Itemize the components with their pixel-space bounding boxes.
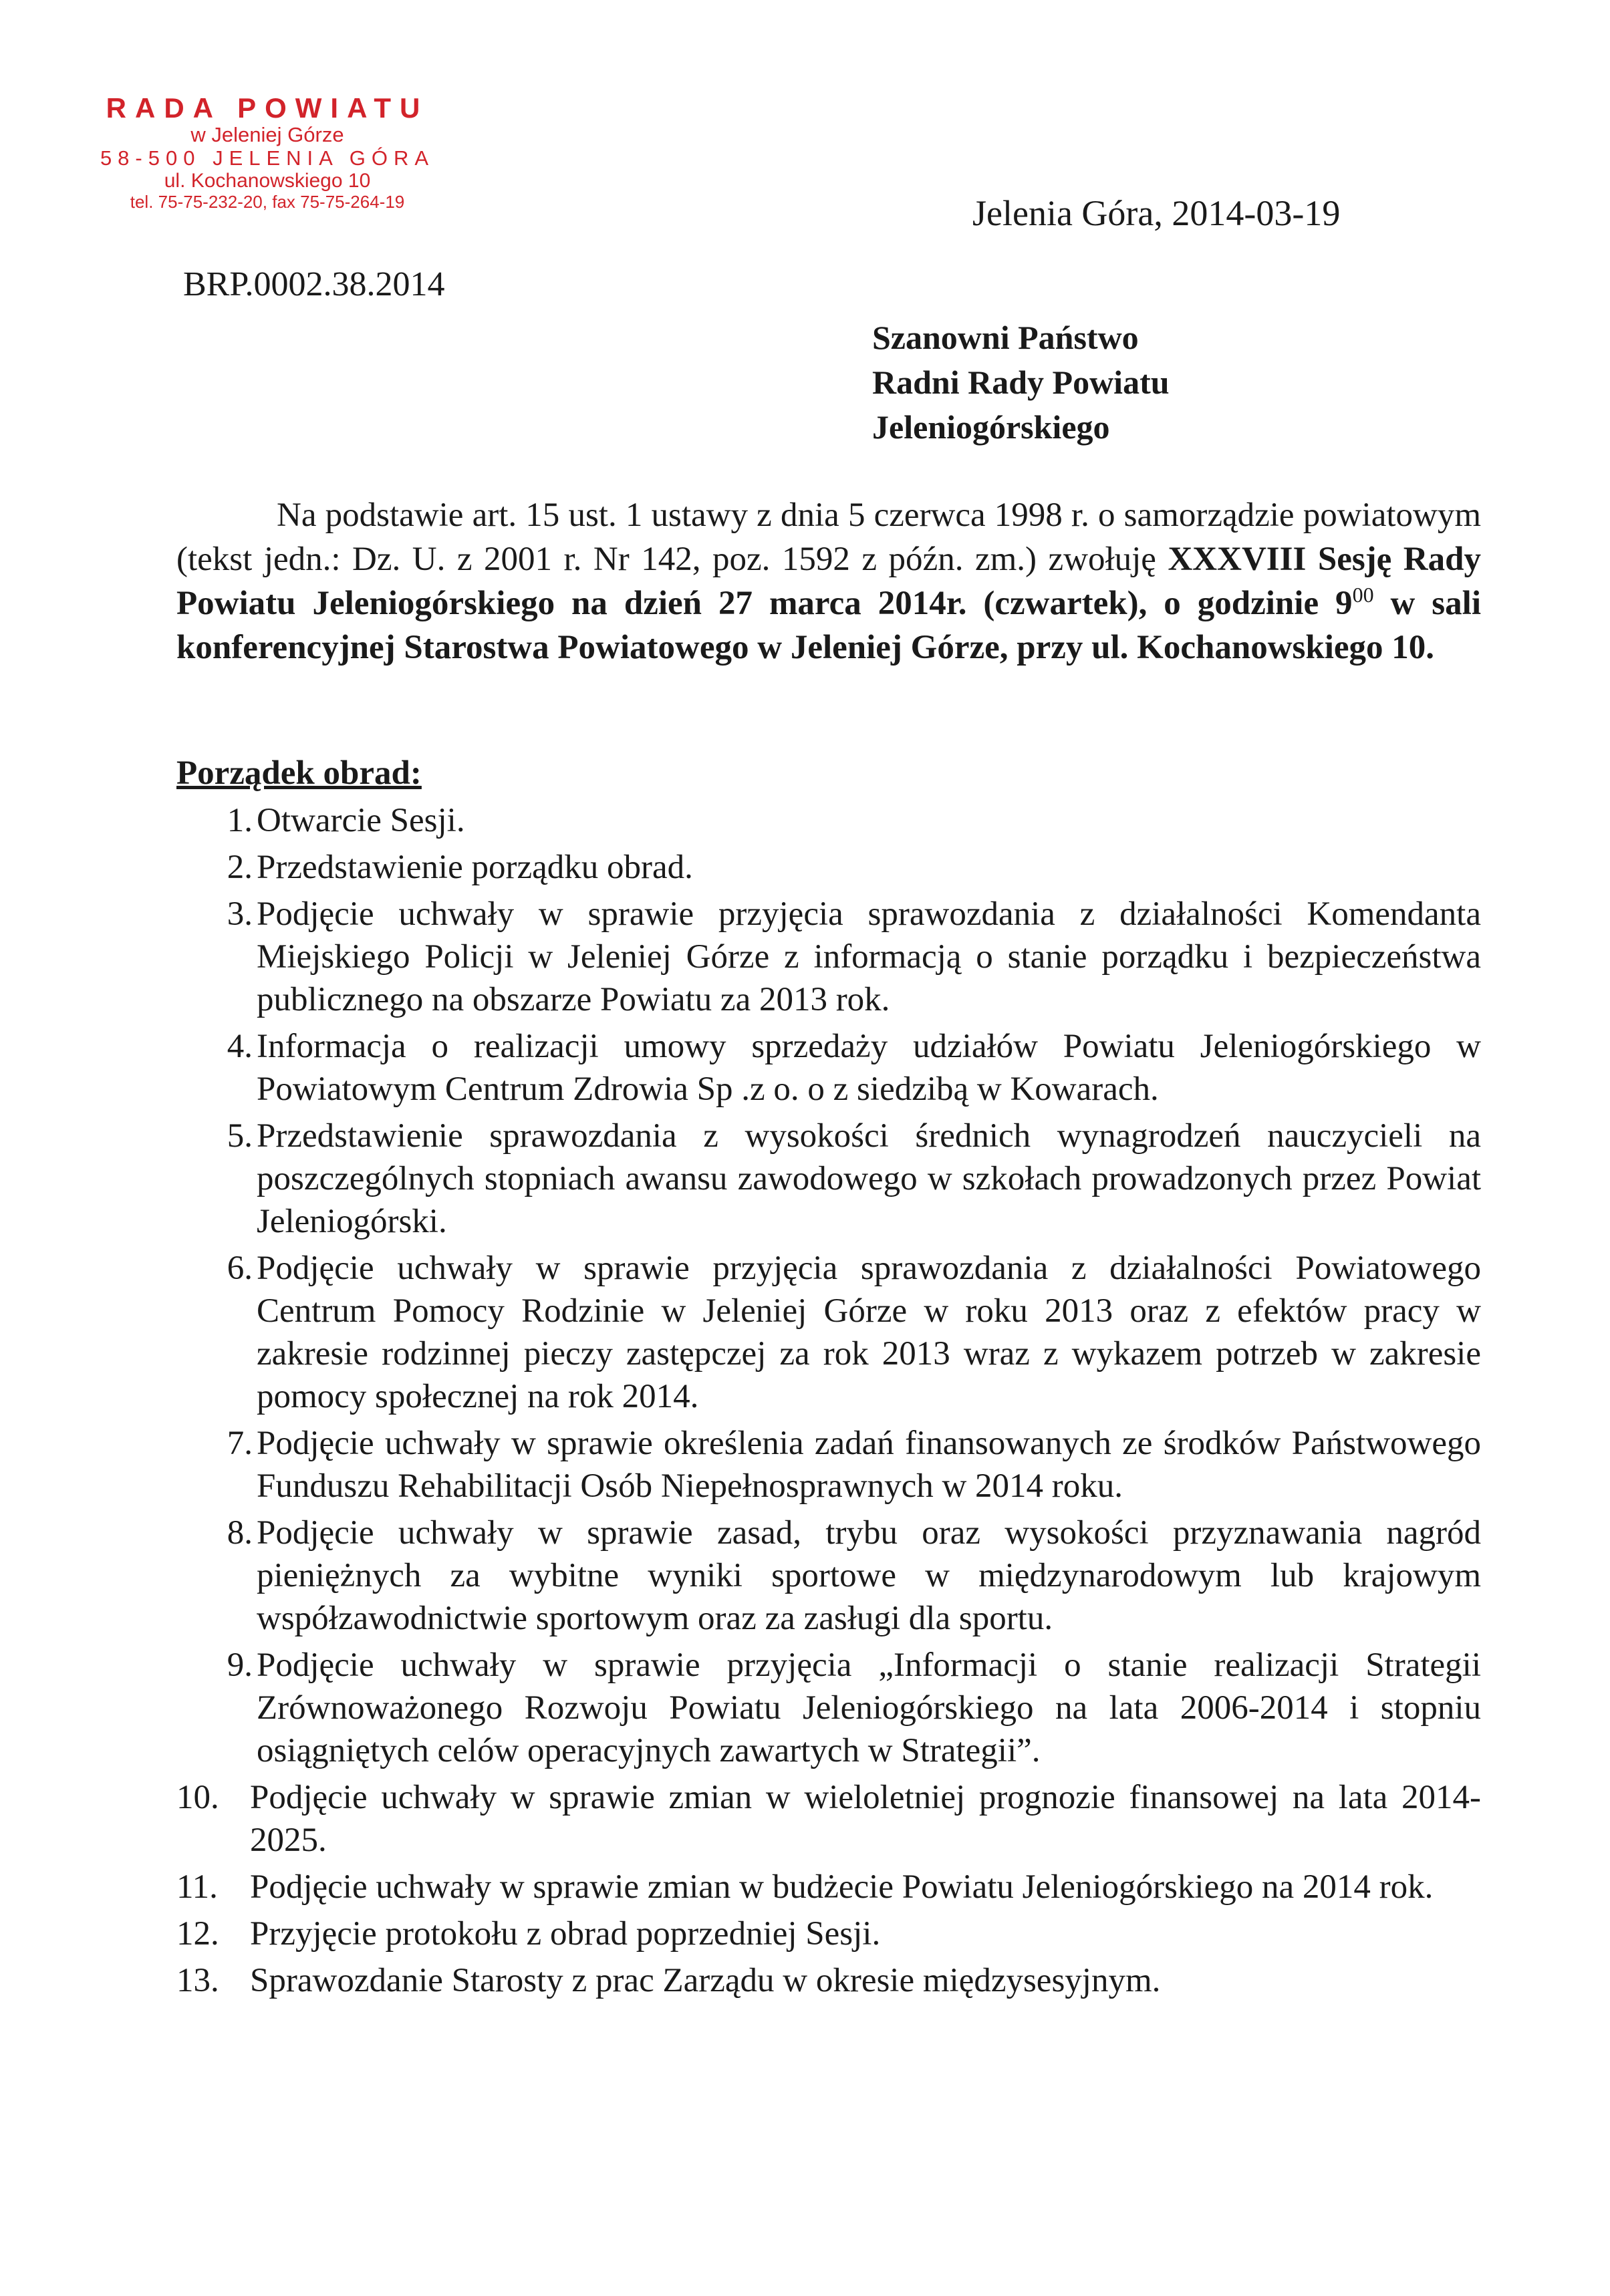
stamp-street: ul. Kochanowskiego 10	[164, 170, 371, 192]
addressee-line: Jeleniogórskiego	[872, 408, 1110, 446]
intro-text: Na podstawie art. 15 ust. 1 ustawy z dnia 5 czerwca 1998 r. o samorządzie powiatowym (tekst jedn.: Dz. U. z 2001 r. Nr 142, poz. 1592 z późn. zm.) zwołuję	[176, 496, 1481, 578]
agenda-item	[176, 1115, 1481, 1243]
agenda-item-text: Podjęcie uchwały w sprawie zmian w budżecie Powiatu Jeleniogórskiego na 2014 rok.	[250, 1868, 1434, 1906]
agenda-item-text: Otwarcie Sesji.	[257, 802, 465, 839]
addressee-line: Szanowni Państwo	[872, 319, 1139, 356]
agenda-item-number: 8.	[227, 1514, 253, 1552]
agenda-item	[176, 799, 1481, 842]
agenda-item-number: 7.	[227, 1425, 253, 1462]
agenda-item-text: Przedstawienie porządku obrad.	[257, 849, 693, 886]
intro-paragraph	[176, 493, 1481, 670]
agenda-item	[176, 1422, 1481, 1508]
place-date: Jelenia Góra, 2014-03-19	[972, 193, 1341, 233]
agenda-item	[176, 893, 1481, 1021]
agenda-item-number: 2.	[227, 849, 253, 886]
intro-session-bold: XXXVIII Sesję Rady Powiatu Jeleniogórskiego na dzień 27 marca 2014r. (czwartek), o godzinie 9	[176, 541, 1481, 622]
agenda-item-number: 3.	[227, 895, 253, 933]
stamp-city: 58-500 JELENIA GÓRA	[100, 146, 435, 170]
agenda-item-number: 4.	[227, 1028, 253, 1065]
agenda-item-number: 13.	[176, 1962, 219, 1999]
addressee-line: Radni Rady Powiatu	[872, 364, 1170, 401]
agenda-item-text: Podjęcie uchwały w sprawie przyjęcia „Informacji o stanie realizacji Strategii Zrównoważonego Rozwoju Powiatu Jeleniogórskiego na lata 2006-2014 i stopniu osiągniętych celów operacyjnych zawartych w Strategii”.	[257, 1646, 1481, 1769]
agenda-item-text: Sprawozdanie Starosty z prac Zarządu w okresie międzysesyjnym.	[250, 1962, 1161, 1999]
agenda-list	[176, 799, 1481, 2006]
agenda-item	[176, 1247, 1481, 1418]
agenda-item-number: 11.	[176, 1868, 218, 1906]
agenda-item	[176, 1512, 1481, 1640]
agenda-item-number: 6.	[227, 1250, 253, 1287]
stamp-title: RADA POWIATU	[106, 92, 429, 124]
agenda-item-text: Podjęcie uchwały w sprawie zmian w wieloletniej prognozie finansowej na lata 2014-2025.	[250, 1779, 1481, 1859]
agenda-item	[176, 846, 1481, 889]
agenda-item-text: Podjęcie uchwały w sprawie przyjęcia sprawozdania z działalności Powiatowego Centrum Pomocy Rodzinie w Jeleniej Górze w roku 2013 oraz z efektów pracy w zakresie rodzinnej pieczy zastępczej za rok 2013 wraz z wykazem potrzeb w zakresie pomocy społecznej na rok 2014.	[257, 1250, 1481, 1415]
agenda-item	[176, 1776, 1481, 1862]
addressee	[872, 315, 1170, 450]
intro-location-bold: w sali konferencyjnej Starostwa Powiatowego w Jeleniej Górze, przy ul. Kochanowskiego 10.	[176, 585, 1481, 666]
agenda-item-text: Podjęcie uchwały w sprawie zasad, trybu oraz wysokości przyznawania nagród pieniężnych za wybitne wyniki sportowe w międzynarodowym lub krajowym współzawodnictwie sportowym oraz za zasługi dla sportu.	[257, 1514, 1481, 1637]
stamp-subtitle: w Jeleniej Górze	[190, 123, 344, 147]
agenda-title: Porządek obrad:	[176, 754, 422, 792]
agenda-item-number: 12.	[176, 1915, 219, 1953]
stamp-contact: tel. 75-75-232-20, fax 75-75-264-19	[130, 192, 405, 212]
agenda-item-text: Informacja o realizacji umowy sprzedaży udziałów Powiatu Jeleniogórskiego w Powiatowym Centrum Zdrowia Sp .z o. o z siedzibą w Kowarach.	[257, 1028, 1481, 1108]
agenda-item-text: Przedstawienie sprawozdania z wysokości średnich wynagrodzeń nauczycieli na poszczególnych stopniach awansu zawodowego w szkołach prowadzonych przez Powiat Jeleniogórski.	[257, 1117, 1481, 1240]
agenda-item-number: 9.	[227, 1646, 253, 1684]
intro-time-superscript: 00	[1352, 583, 1374, 607]
reference-number: BRP.0002.38.2014	[183, 265, 445, 303]
agenda-item-text: Podjęcie uchwały w sprawie określenia zadań finansowanych ze środków Państwowego Funduszu Rehabilitacji Osób Niepełnosprawnych w 2014 roku.	[257, 1425, 1481, 1505]
agenda-item-text: Podjęcie uchwały w sprawie przyjęcia sprawozdania z działalności Komendanta Miejskiego Policji w Jeleniej Górze z informacją o stanie porządku i bezpieczeństwa publicznego na obszarze Powiatu za 2013 rok.	[257, 895, 1481, 1018]
agenda-item	[176, 1866, 1481, 1908]
letterhead-stamp	[80, 92, 454, 212]
agenda-item	[176, 1912, 1481, 1955]
agenda-item	[176, 1959, 1481, 2002]
agenda-item-number: 10.	[176, 1779, 219, 1816]
agenda-item	[176, 1644, 1481, 1772]
agenda-item-number: 5.	[227, 1117, 253, 1155]
agenda-item	[176, 1025, 1481, 1111]
agenda-item-number: 1.	[227, 802, 253, 839]
agenda-item-text: Przyjęcie protokołu z obrad poprzedniej Sesji.	[250, 1915, 881, 1953]
